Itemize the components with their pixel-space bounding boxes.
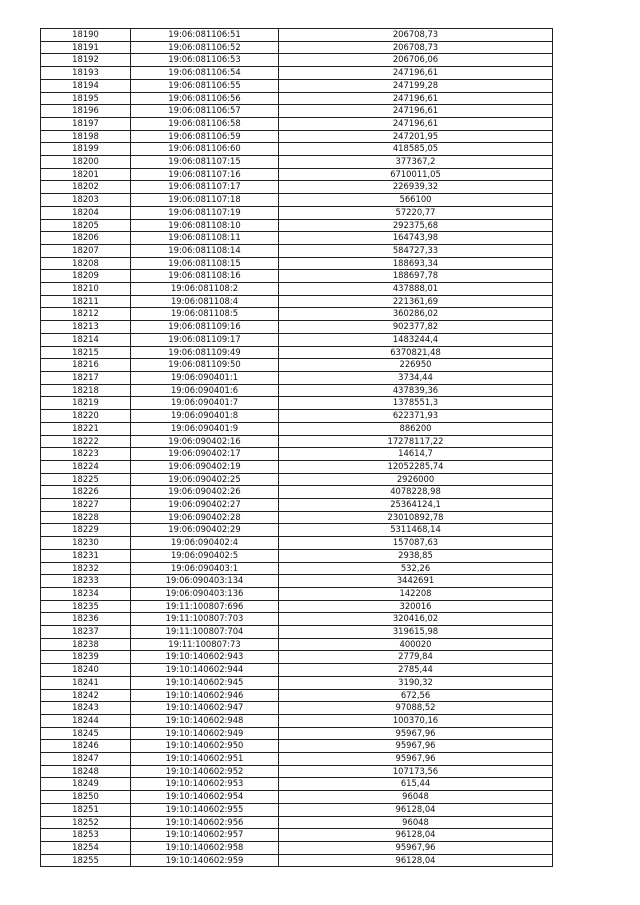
table-row — [41, 460, 553, 473]
amount-cell: 96128,04 — [279, 803, 553, 816]
table-row — [41, 67, 553, 80]
amount-cell: 95967,96 — [279, 727, 553, 740]
cadastral-number-cell: 19:06:081106:53 — [131, 54, 279, 67]
table-row — [41, 168, 553, 181]
amount-cell: 164743,98 — [279, 232, 553, 245]
row-number-cell: 18225 — [41, 473, 131, 486]
amount-cell: 17278117,22 — [279, 435, 553, 448]
row-number-cell: 18193 — [41, 67, 131, 80]
table-row — [41, 384, 553, 397]
table-row — [41, 854, 553, 867]
table-row — [41, 397, 553, 410]
cadastral-number-cell: 19:06:090401:9 — [131, 422, 279, 435]
cadastral-number-cell: 19:06:090402:29 — [131, 524, 279, 537]
table-row — [41, 359, 553, 372]
cadastral-number-cell: 19:10:140602:948 — [131, 714, 279, 727]
cadastral-number-cell: 19:11:100807:703 — [131, 613, 279, 626]
cadastral-number-cell: 19:10:140602:946 — [131, 689, 279, 702]
table-row — [41, 689, 553, 702]
amount-cell: 437888,01 — [279, 283, 553, 296]
cadastral-number-cell: 19:06:090402:16 — [131, 435, 279, 448]
cadastral-number-cell: 19:06:081108:4 — [131, 295, 279, 308]
row-number-cell: 18223 — [41, 448, 131, 461]
table-row — [41, 448, 553, 461]
cadastral-number-cell: 19:06:090402:19 — [131, 460, 279, 473]
row-number-cell: 18202 — [41, 181, 131, 194]
row-number-cell: 18230 — [41, 537, 131, 550]
table-row — [41, 499, 553, 512]
row-number-cell: 18242 — [41, 689, 131, 702]
row-number-cell: 18250 — [41, 791, 131, 804]
amount-cell: 14614,7 — [279, 448, 553, 461]
table-row — [41, 371, 553, 384]
table-row — [41, 562, 553, 575]
amount-cell: 95967,96 — [279, 842, 553, 855]
row-number-cell: 18243 — [41, 702, 131, 715]
amount-cell: 188697,78 — [279, 270, 553, 283]
row-number-cell: 18251 — [41, 803, 131, 816]
cadastral-number-cell: 19:10:140602:952 — [131, 765, 279, 778]
table-row — [41, 753, 553, 766]
amount-cell: 95967,96 — [279, 740, 553, 753]
amount-cell: 292375,68 — [279, 219, 553, 232]
row-number-cell: 18196 — [41, 105, 131, 118]
cadastral-number-cell: 19:06:081106:52 — [131, 41, 279, 54]
amount-cell: 247196,61 — [279, 67, 553, 80]
amount-cell: 3442691 — [279, 575, 553, 588]
row-number-cell: 18232 — [41, 562, 131, 575]
row-number-cell: 18220 — [41, 410, 131, 423]
amount-cell: 532,26 — [279, 562, 553, 575]
amount-cell: 622371,93 — [279, 410, 553, 423]
row-number-cell: 18222 — [41, 435, 131, 448]
table-row — [41, 117, 553, 130]
table-row — [41, 842, 553, 855]
table-row — [41, 524, 553, 537]
amount-cell: 96048 — [279, 816, 553, 829]
amount-cell: 418585,05 — [279, 143, 553, 156]
amount-cell: 206708,73 — [279, 41, 553, 54]
row-number-cell: 18229 — [41, 524, 131, 537]
row-number-cell: 18195 — [41, 92, 131, 105]
cadastral-number-cell: 19:06:081109:16 — [131, 321, 279, 334]
cadastral-number-cell: 19:06:081108:11 — [131, 232, 279, 245]
table-row — [41, 105, 553, 118]
cadastral-number-cell: 19:06:081106:56 — [131, 92, 279, 105]
cadastral-number-cell: 19:10:140602:945 — [131, 676, 279, 689]
table-row — [41, 511, 553, 524]
cadastral-number-cell: 19:06:081108:5 — [131, 308, 279, 321]
cadastral-number-cell: 19:06:081107:16 — [131, 168, 279, 181]
row-number-cell: 18197 — [41, 117, 131, 130]
cadastral-number-cell: 19:06:081108:15 — [131, 257, 279, 270]
amount-cell: 6370821,48 — [279, 346, 553, 359]
cadastral-number-cell: 19:06:090401:7 — [131, 397, 279, 410]
table-row — [41, 206, 553, 219]
table-row — [41, 626, 553, 639]
cadastral-number-cell: 19:10:140602:955 — [131, 803, 279, 816]
row-number-cell: 18241 — [41, 676, 131, 689]
amount-cell: 5311468,14 — [279, 524, 553, 537]
table-row — [41, 194, 553, 207]
row-number-cell: 18198 — [41, 130, 131, 143]
amount-cell: 320016 — [279, 600, 553, 613]
row-number-cell: 18192 — [41, 54, 131, 67]
row-number-cell: 18209 — [41, 270, 131, 283]
amount-cell: 2938,85 — [279, 549, 553, 562]
row-number-cell: 18215 — [41, 346, 131, 359]
amount-cell: 206706,06 — [279, 54, 553, 67]
amount-cell: 12052285,74 — [279, 460, 553, 473]
amount-cell: 886200 — [279, 422, 553, 435]
cadastral-number-cell: 19:06:081108:2 — [131, 283, 279, 296]
data-table — [40, 28, 553, 867]
amount-cell: 2926000 — [279, 473, 553, 486]
amount-cell: 157087,63 — [279, 537, 553, 550]
table-row — [41, 803, 553, 816]
table-row — [41, 714, 553, 727]
table-row — [41, 638, 553, 651]
table-row — [41, 473, 553, 486]
table-row — [41, 727, 553, 740]
cadastral-number-cell: 19:06:090401:1 — [131, 371, 279, 384]
cadastral-number-cell: 19:06:090402:27 — [131, 499, 279, 512]
cadastral-number-cell: 19:10:140602:953 — [131, 778, 279, 791]
table-row — [41, 41, 553, 54]
row-number-cell: 18238 — [41, 638, 131, 651]
amount-cell: 97088,52 — [279, 702, 553, 715]
cadastral-number-cell: 19:06:081106:60 — [131, 143, 279, 156]
table-row — [41, 295, 553, 308]
row-number-cell: 18207 — [41, 244, 131, 257]
amount-cell: 247196,61 — [279, 105, 553, 118]
cadastral-number-cell: 19:11:100807:696 — [131, 600, 279, 613]
row-number-cell: 18226 — [41, 486, 131, 499]
row-number-cell: 18208 — [41, 257, 131, 270]
cadastral-number-cell: 19:06:081108:14 — [131, 244, 279, 257]
cadastral-number-cell: 19:06:090402:4 — [131, 537, 279, 550]
cadastral-number-cell: 19:10:140602:950 — [131, 740, 279, 753]
cadastral-number-cell: 19:10:140602:956 — [131, 816, 279, 829]
table-row — [41, 79, 553, 92]
amount-cell: 566100 — [279, 194, 553, 207]
table-row — [41, 651, 553, 664]
row-number-cell: 18213 — [41, 321, 131, 334]
table-row — [41, 676, 553, 689]
table-row — [41, 537, 553, 550]
amount-cell: 6710011,05 — [279, 168, 553, 181]
amount-cell: 584727,33 — [279, 244, 553, 257]
table-row — [41, 244, 553, 257]
amount-cell: 672,56 — [279, 689, 553, 702]
row-number-cell: 18203 — [41, 194, 131, 207]
table-row — [41, 232, 553, 245]
table-row — [41, 613, 553, 626]
row-number-cell: 18194 — [41, 79, 131, 92]
row-number-cell: 18253 — [41, 829, 131, 842]
cadastral-number-cell: 19:06:081109:17 — [131, 333, 279, 346]
row-number-cell: 18219 — [41, 397, 131, 410]
cadastral-number-cell: 19:10:140602:951 — [131, 753, 279, 766]
row-number-cell: 18191 — [41, 41, 131, 54]
table-row — [41, 740, 553, 753]
amount-cell: 437839,36 — [279, 384, 553, 397]
amount-cell: 221361,69 — [279, 295, 553, 308]
table-row — [41, 664, 553, 677]
row-number-cell: 18210 — [41, 283, 131, 296]
amount-cell: 226950 — [279, 359, 553, 372]
cadastral-number-cell: 19:06:081106:51 — [131, 29, 279, 42]
row-number-cell: 18201 — [41, 168, 131, 181]
cadastral-number-cell: 19:06:081106:57 — [131, 105, 279, 118]
row-number-cell: 18254 — [41, 842, 131, 855]
cadastral-number-cell: 19:06:090403:1 — [131, 562, 279, 575]
row-number-cell: 18227 — [41, 499, 131, 512]
table-row — [41, 829, 553, 842]
amount-cell: 96128,04 — [279, 854, 553, 867]
row-number-cell: 18246 — [41, 740, 131, 753]
amount-cell: 2779,84 — [279, 651, 553, 664]
cadastral-number-cell: 19:10:140602:954 — [131, 791, 279, 804]
cadastral-number-cell: 19:06:090402:26 — [131, 486, 279, 499]
table-row — [41, 181, 553, 194]
row-number-cell: 18234 — [41, 587, 131, 600]
table-row — [41, 270, 553, 283]
row-number-cell: 18231 — [41, 549, 131, 562]
cadastral-number-cell: 19:06:081106:58 — [131, 117, 279, 130]
cadastral-number-cell: 19:10:140602:959 — [131, 854, 279, 867]
amount-cell: 206708,73 — [279, 29, 553, 42]
cadastral-number-cell: 19:06:090402:28 — [131, 511, 279, 524]
table-row — [41, 130, 553, 143]
cadastral-number-cell: 19:06:081107:19 — [131, 206, 279, 219]
row-number-cell: 18233 — [41, 575, 131, 588]
row-number-cell: 18217 — [41, 371, 131, 384]
amount-cell: 360286,02 — [279, 308, 553, 321]
row-number-cell: 18236 — [41, 613, 131, 626]
row-number-cell: 18240 — [41, 664, 131, 677]
cadastral-number-cell: 19:06:090401:8 — [131, 410, 279, 423]
cadastral-number-cell: 19:11:100807:704 — [131, 626, 279, 639]
row-number-cell: 18252 — [41, 816, 131, 829]
amount-cell: 1378551,3 — [279, 397, 553, 410]
amount-cell: 25364124,1 — [279, 499, 553, 512]
row-number-cell: 18249 — [41, 778, 131, 791]
row-number-cell: 18214 — [41, 333, 131, 346]
table-row — [41, 308, 553, 321]
table-row — [41, 791, 553, 804]
cadastral-number-cell: 19:06:090403:136 — [131, 587, 279, 600]
row-number-cell: 18255 — [41, 854, 131, 867]
amount-cell: 188693,34 — [279, 257, 553, 270]
cadastral-number-cell: 19:10:140602:958 — [131, 842, 279, 855]
table-row — [41, 410, 553, 423]
row-number-cell: 18244 — [41, 714, 131, 727]
amount-cell: 247201,95 — [279, 130, 553, 143]
table-row — [41, 29, 553, 42]
cadastral-number-cell: 19:06:081106:54 — [131, 67, 279, 80]
amount-cell: 400020 — [279, 638, 553, 651]
amount-cell: 1483244,4 — [279, 333, 553, 346]
table-row — [41, 346, 553, 359]
table-row — [41, 778, 553, 791]
amount-cell: 96128,04 — [279, 829, 553, 842]
row-number-cell: 18199 — [41, 143, 131, 156]
table-row — [41, 321, 553, 334]
table-row — [41, 143, 553, 156]
cadastral-number-cell: 19:06:081108:10 — [131, 219, 279, 232]
table-row — [41, 575, 553, 588]
cadastral-number-cell: 19:06:090401:6 — [131, 384, 279, 397]
row-number-cell: 18190 — [41, 29, 131, 42]
table-row — [41, 587, 553, 600]
amount-cell: 320416,02 — [279, 613, 553, 626]
row-number-cell: 18247 — [41, 753, 131, 766]
row-number-cell: 18218 — [41, 384, 131, 397]
table-row — [41, 600, 553, 613]
table-row — [41, 816, 553, 829]
table-row — [41, 549, 553, 562]
amount-cell: 57220,77 — [279, 206, 553, 219]
cadastral-number-cell: 19:06:090402:5 — [131, 549, 279, 562]
table-row — [41, 333, 553, 346]
table-row — [41, 435, 553, 448]
row-number-cell: 18221 — [41, 422, 131, 435]
amount-cell: 142208 — [279, 587, 553, 600]
cadastral-number-cell: 19:06:090403:134 — [131, 575, 279, 588]
amount-cell: 2785,44 — [279, 664, 553, 677]
amount-cell: 95967,96 — [279, 753, 553, 766]
amount-cell: 23010892,78 — [279, 511, 553, 524]
cadastral-number-cell: 19:06:081108:16 — [131, 270, 279, 283]
amount-cell: 902377,82 — [279, 321, 553, 334]
cadastral-number-cell: 19:10:140602:947 — [131, 702, 279, 715]
row-number-cell: 18228 — [41, 511, 131, 524]
amount-cell: 3734,44 — [279, 371, 553, 384]
row-number-cell: 18211 — [41, 295, 131, 308]
cadastral-number-cell: 19:06:081109:49 — [131, 346, 279, 359]
cadastral-number-cell: 19:06:081107:17 — [131, 181, 279, 194]
cadastral-number-cell: 19:06:081107:15 — [131, 156, 279, 169]
table-row — [41, 257, 553, 270]
row-number-cell: 18239 — [41, 651, 131, 664]
amount-cell: 615,44 — [279, 778, 553, 791]
table-body — [41, 29, 553, 867]
cadastral-number-cell: 19:10:140602:943 — [131, 651, 279, 664]
amount-cell: 319615,98 — [279, 626, 553, 639]
row-number-cell: 18206 — [41, 232, 131, 245]
amount-cell: 96048 — [279, 791, 553, 804]
amount-cell: 377367,2 — [279, 156, 553, 169]
row-number-cell: 18205 — [41, 219, 131, 232]
table-row — [41, 702, 553, 715]
table-row — [41, 54, 553, 67]
row-number-cell: 18237 — [41, 626, 131, 639]
amount-cell: 226939,32 — [279, 181, 553, 194]
row-number-cell: 18212 — [41, 308, 131, 321]
row-number-cell: 18224 — [41, 460, 131, 473]
row-number-cell: 18235 — [41, 600, 131, 613]
row-number-cell: 18245 — [41, 727, 131, 740]
table-row — [41, 486, 553, 499]
cadastral-number-cell: 19:06:090402:25 — [131, 473, 279, 486]
amount-cell: 3190,32 — [279, 676, 553, 689]
row-number-cell: 18248 — [41, 765, 131, 778]
table-row — [41, 92, 553, 105]
cadastral-number-cell: 19:11:100807:73 — [131, 638, 279, 651]
row-number-cell: 18204 — [41, 206, 131, 219]
cadastral-number-cell: 19:06:081107:18 — [131, 194, 279, 207]
amount-cell: 107173,56 — [279, 765, 553, 778]
amount-cell: 100370,16 — [279, 714, 553, 727]
cadastral-number-cell: 19:10:140602:957 — [131, 829, 279, 842]
amount-cell: 247196,61 — [279, 117, 553, 130]
table-row — [41, 765, 553, 778]
table-row — [41, 422, 553, 435]
cadastral-number-cell: 19:10:140602:949 — [131, 727, 279, 740]
cadastral-number-cell: 19:10:140602:944 — [131, 664, 279, 677]
table-row — [41, 219, 553, 232]
cadastral-number-cell: 19:06:090402:17 — [131, 448, 279, 461]
cadastral-number-cell: 19:06:081106:55 — [131, 79, 279, 92]
row-number-cell: 18200 — [41, 156, 131, 169]
cadastral-number-cell: 19:06:081106:59 — [131, 130, 279, 143]
row-number-cell: 18216 — [41, 359, 131, 372]
table-row — [41, 283, 553, 296]
amount-cell: 247199,28 — [279, 79, 553, 92]
table-row — [41, 156, 553, 169]
amount-cell: 247196,61 — [279, 92, 553, 105]
cadastral-number-cell: 19:06:081109:50 — [131, 359, 279, 372]
amount-cell: 4078228,98 — [279, 486, 553, 499]
